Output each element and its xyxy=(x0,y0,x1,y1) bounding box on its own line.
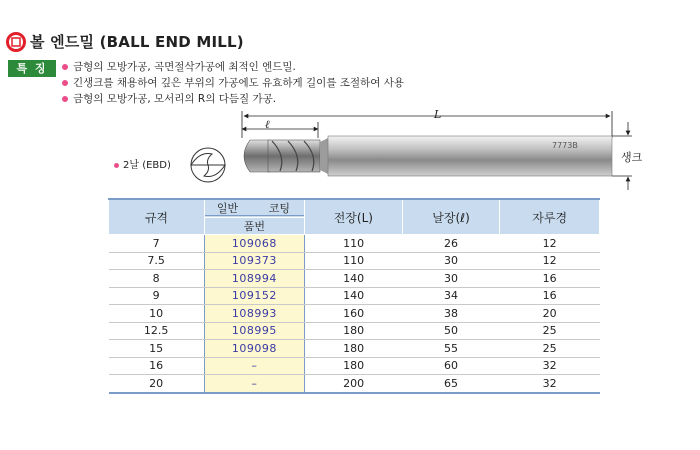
cell-total-length: 160 xyxy=(304,305,402,323)
cell-size: 10 xyxy=(109,305,205,323)
cell-part-no: 109152 xyxy=(204,287,304,305)
shank-label: 생크 xyxy=(621,151,643,164)
brand-logo-icon xyxy=(6,32,26,52)
cell-shank-dia: 32 xyxy=(500,375,600,393)
cell-size: 20 xyxy=(109,375,205,393)
cell-total-length: 180 xyxy=(304,340,402,358)
table-row xyxy=(109,287,600,305)
flute-caption: 2날 (EBD) xyxy=(114,156,171,171)
cell-size: 16 xyxy=(109,357,205,375)
cell-total-length: 200 xyxy=(304,375,402,393)
cell-shank-dia: 25 xyxy=(500,340,600,358)
cell-shank-dia: 12 xyxy=(500,235,600,253)
table-row xyxy=(109,322,600,340)
cell-total-length: 180 xyxy=(304,357,402,375)
table-row xyxy=(109,357,600,375)
cell-part-no: 109068 xyxy=(204,235,304,253)
header-total-length: 전장(L) xyxy=(304,199,402,235)
cell-flute-length: 65 xyxy=(402,375,500,393)
cell-part-no: 108993 xyxy=(204,305,304,323)
table-row xyxy=(109,375,600,393)
feature-list xyxy=(62,59,404,107)
cell-shank-dia: 25 xyxy=(500,322,600,340)
cell-flute-length: 38 xyxy=(402,305,500,323)
cell-flute-length: 55 xyxy=(402,340,500,358)
cell-total-length: 110 xyxy=(304,235,402,253)
cell-shank-dia: 12 xyxy=(500,252,600,270)
cell-flute-length: 30 xyxy=(402,270,500,288)
feature-item: 금형의 모방가공, 모서리의 R의 다듬질 가공. xyxy=(62,91,404,107)
flute-cross-section-icon xyxy=(186,145,230,185)
cell-flute-length: 34 xyxy=(402,287,500,305)
header-flute-length: 날장(ℓ) xyxy=(402,199,500,235)
cell-shank-dia: 20 xyxy=(500,305,600,323)
cell-part-no: 108995 xyxy=(204,322,304,340)
feature-item: 금형의 모방가공, 곡면절삭가공에 최적인 엔드밀. xyxy=(62,59,404,75)
cell-total-length: 110 xyxy=(304,252,402,270)
header-coating: 코팅 xyxy=(268,201,290,215)
cell-part-no: 108994 xyxy=(204,270,304,288)
header-part-no: 품번 xyxy=(204,218,304,235)
cell-shank-dia: 16 xyxy=(500,287,600,305)
table-row xyxy=(109,235,600,253)
cell-size: 8 xyxy=(109,270,205,288)
cell-total-length: 140 xyxy=(304,270,402,288)
flute-length-label: ℓ xyxy=(265,118,270,131)
cell-size: 15 xyxy=(109,340,205,358)
engraving-text: 7773B xyxy=(552,141,578,150)
cell-flute-length: 50 xyxy=(402,322,500,340)
table-row xyxy=(109,340,600,358)
spec-table xyxy=(108,198,600,394)
cell-part-no: 109098 xyxy=(204,340,304,358)
table-row xyxy=(109,305,600,323)
cell-size: 12.5 xyxy=(109,322,205,340)
cell-flute-length: 30 xyxy=(402,252,500,270)
features-badge: 특 징 xyxy=(8,60,56,77)
cell-size: 7 xyxy=(109,235,205,253)
cell-flute-length: 60 xyxy=(402,357,500,375)
cell-flute-length: 26 xyxy=(402,235,500,253)
header-general: 일반 xyxy=(216,201,239,215)
feature-item: 긴생크를 채용하여 깊은 부위의 가공에도 유효하게 길이를 조절하여 사용 xyxy=(62,75,404,91)
cell-part-no: – xyxy=(204,375,304,393)
page-title: 볼 엔드밀 (BALL END MILL) xyxy=(30,33,244,51)
cell-shank-dia: 32 xyxy=(500,357,600,375)
end-mill-drawing xyxy=(180,108,643,198)
cell-total-length: 140 xyxy=(304,287,402,305)
cell-part-no: – xyxy=(204,357,304,375)
cell-size: 9 xyxy=(109,287,205,305)
header-type-split xyxy=(204,199,304,218)
total-length-label: L xyxy=(434,108,442,121)
header-size: 규격 xyxy=(109,199,205,235)
cell-size: 7.5 xyxy=(109,252,205,270)
cell-part-no: 109373 xyxy=(204,252,304,270)
cell-shank-dia: 16 xyxy=(500,270,600,288)
table-row xyxy=(109,270,600,288)
cell-total-length: 180 xyxy=(304,322,402,340)
header-shank-dia: 자루경 xyxy=(500,199,600,235)
table-row xyxy=(109,252,600,270)
